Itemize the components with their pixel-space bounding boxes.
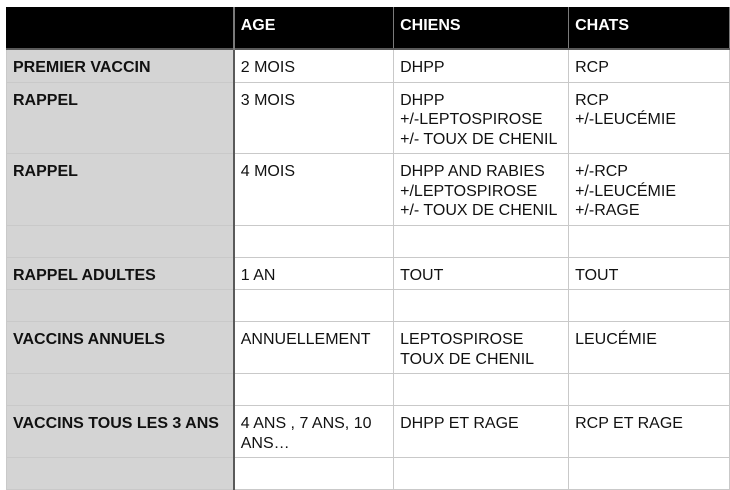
age-value: 3 MOIS <box>240 91 295 109</box>
age-cell[interactable] <box>234 290 394 322</box>
chats-line: +/-RCP <box>575 163 628 180</box>
row-label: PREMIER VACCIN <box>13 59 151 76</box>
chiens-cell[interactable] <box>394 374 569 406</box>
age-cell[interactable] <box>234 322 394 374</box>
chats-line: +/-LEUCÉMIE <box>575 111 676 128</box>
chiens-cell[interactable] <box>394 225 569 257</box>
chiens-line: +/- TOUX DE CHENIL <box>400 130 558 148</box>
table-row <box>7 322 730 374</box>
age-value: 2 MOIS <box>240 59 295 76</box>
chiens-cell[interactable] <box>394 458 569 490</box>
chats-cell[interactable] <box>569 49 730 82</box>
row-label: RAPPEL ADULTES <box>13 266 156 284</box>
row-label-cell[interactable] <box>7 154 234 226</box>
age-value: ANNUELLEMENT <box>240 331 371 348</box>
row-label: VACCINS TOUS LES 3 ANS <box>13 415 219 432</box>
row-label-cell[interactable] <box>7 82 234 154</box>
row-label-cell[interactable] <box>7 290 234 322</box>
table-row <box>7 290 730 322</box>
chats-cell[interactable] <box>569 458 730 490</box>
chiens-line: +/LEPTOSPIROSE <box>400 182 538 200</box>
age-cell[interactable] <box>234 49 394 82</box>
age-cell[interactable] <box>234 458 394 490</box>
chiens-line: +/-LEPTOSPIROSE <box>400 111 543 128</box>
chiens-line: DHPP <box>400 91 445 109</box>
chats-cell[interactable] <box>569 225 730 257</box>
table-row <box>7 49 730 82</box>
chiens-cell[interactable] <box>394 257 569 290</box>
table-row <box>7 225 730 257</box>
table-row <box>7 458 730 490</box>
chiens-cell[interactable] <box>394 49 569 82</box>
chats-line: LEUCÉMIE <box>575 331 657 348</box>
table-row <box>7 82 730 154</box>
chats-cell[interactable] <box>569 82 730 154</box>
chats-cell[interactable] <box>569 154 730 226</box>
row-label-cell[interactable] <box>7 406 234 458</box>
chiens-cell[interactable] <box>394 82 569 154</box>
row-label: RAPPEL <box>13 91 78 109</box>
chiens-line: LEPTOSPIROSE <box>400 331 524 348</box>
table-row <box>7 154 730 226</box>
header-row <box>7 8 730 50</box>
age-cell[interactable] <box>234 225 394 257</box>
chiens-cell[interactable] <box>394 154 569 226</box>
chats-cell[interactable] <box>569 257 730 290</box>
age-cell[interactable] <box>234 154 394 226</box>
vaccination-table <box>6 7 730 490</box>
chiens-line: TOUX DE CHENIL <box>400 350 535 368</box>
age-value: 1 AN <box>240 266 276 284</box>
chiens-line: +/- TOUX DE CHENIL <box>400 202 558 219</box>
row-label-cell[interactable] <box>7 322 234 374</box>
chats-cell[interactable] <box>569 290 730 322</box>
age-cell[interactable] <box>234 406 394 458</box>
chats-line: RCP <box>575 59 609 76</box>
header-cell-chats[interactable]: CHATS <box>569 8 730 50</box>
chiens-line: DHPP ET RAGE <box>400 415 519 432</box>
chiens-line: DHPP <box>400 59 445 76</box>
chiens-line: TOUT <box>400 266 444 284</box>
age-value: 4 MOIS <box>240 163 295 180</box>
row-label-cell[interactable] <box>7 225 234 257</box>
chats-line: +/-RAGE <box>575 202 640 219</box>
chiens-cell[interactable] <box>394 322 569 374</box>
chats-cell[interactable] <box>569 406 730 458</box>
row-label: VACCINS ANNUELS <box>13 331 166 348</box>
row-label-cell[interactable] <box>7 49 234 82</box>
row-label-cell[interactable] <box>7 374 234 406</box>
table-row <box>7 374 730 406</box>
chats-line: +/-LEUCÉMIE <box>575 182 676 200</box>
row-label-cell[interactable] <box>7 458 234 490</box>
table-row <box>7 406 730 458</box>
header-cell-age[interactable]: AGE <box>234 8 394 50</box>
table-row <box>7 257 730 290</box>
chats-line: RCP ET RAGE <box>575 415 683 432</box>
row-label: RAPPEL <box>13 163 78 180</box>
chiens-cell[interactable] <box>394 290 569 322</box>
chats-line: RCP <box>575 91 609 109</box>
chats-cell[interactable] <box>569 322 730 374</box>
age-cell[interactable] <box>234 374 394 406</box>
age-cell[interactable] <box>234 257 394 290</box>
chats-line: TOUT <box>575 266 619 284</box>
header-cell-corner[interactable] <box>7 8 234 50</box>
chiens-cell[interactable] <box>394 406 569 458</box>
chats-cell[interactable] <box>569 374 730 406</box>
chiens-line: DHPP AND RABIES <box>400 163 545 180</box>
age-cell[interactable] <box>234 82 394 154</box>
header-cell-chiens[interactable]: CHIENS <box>394 8 569 50</box>
age-value: 4 ANS , 7 ANS, 10 ANS… <box>240 415 372 452</box>
row-label-cell[interactable] <box>7 257 234 290</box>
